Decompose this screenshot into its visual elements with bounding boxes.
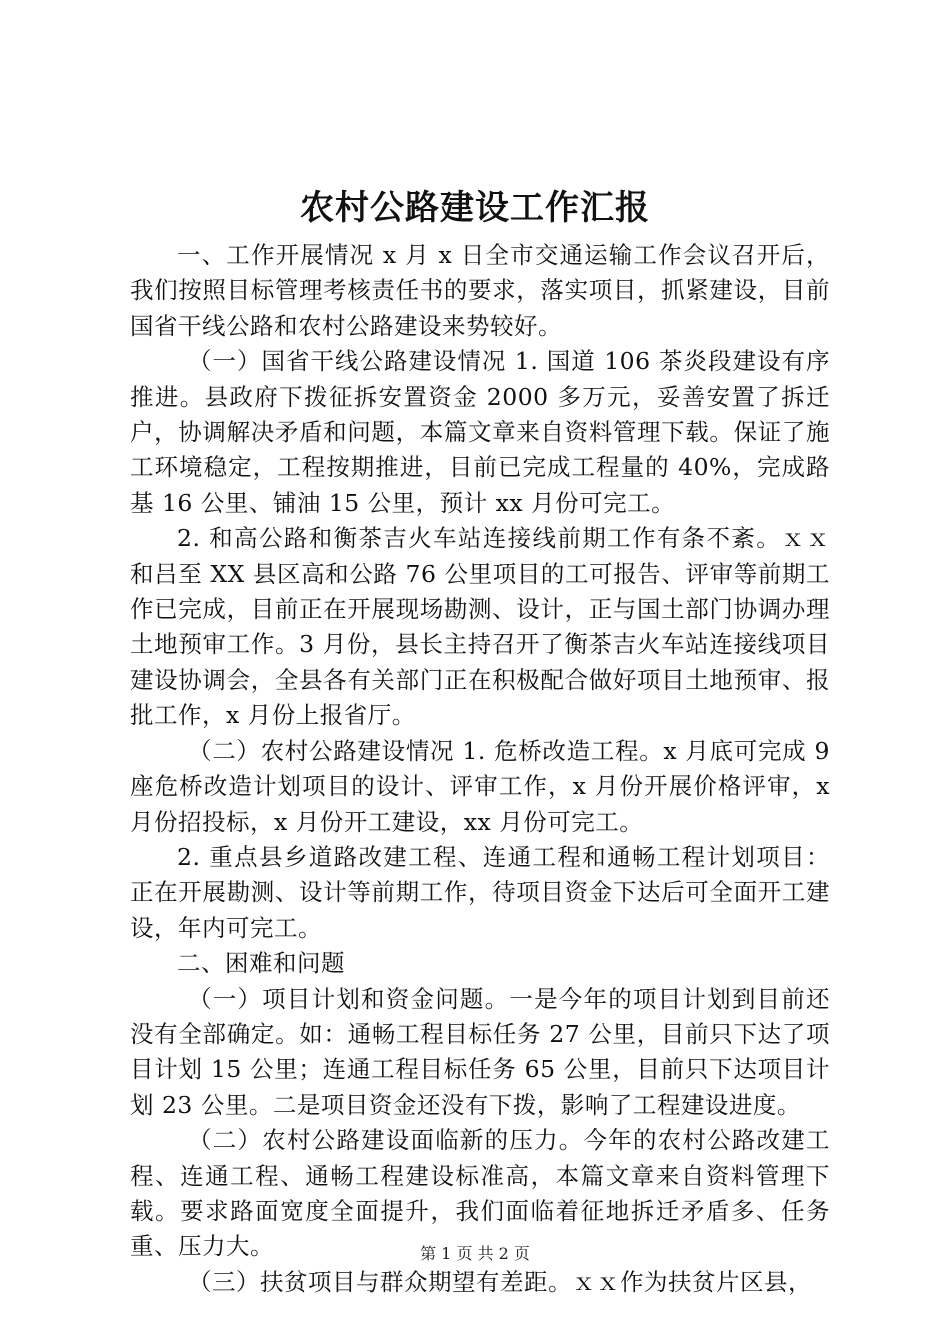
section-heading-difficulties: 二、困难和问题: [177, 949, 345, 978]
paragraph-county-road-projects: 2. 重点县乡道路改建工程、连通工程和通畅工程计划项目：正在开展勘测、设计等前期工作，待项目资金下达后可全面开工建设，年内可完工。: [130, 842, 830, 942]
paragraph-rural-road-construction: （二）农村公路建设情况 1. 危桥改造工程。x 月底可完成 9 座危桥改造计划项目的设计、评审工作，x 月份开展价格评审，x 月份招投标，x 月份开工建设，xx 月份可完工。: [130, 736, 830, 836]
page-number-footer: 第 1 页 共 2 页: [420, 1244, 530, 1263]
paragraph-funding-issues: （一）项目计划和资金问题。一是今年的项目计划到目前还没有全部确定。如：通畅工程目标任务 27 公里，目前只下达了项目计划 15 公里；连通工程目标任务 65 公里，目前只下达项目计划 23 公里。二是项目资金还没有下拨，影响了工程建设进度。: [130, 984, 830, 1119]
paragraph-hegao-road: 2. 和高公路和衡茶吉火车站连接线前期工作有条不紊。ｘｘ和吕至 XX 县区高和公路 76 公里项目的工可报告、评审等前期工作已完成，目前正在开展现场勘测、设计，正与国土部门协调办理土地预审工作。3 月份，县长主持召开了衡茶吉火车站连接线项目建设协调会，全县各有关部门正在积极配合做好项目土地预审、报批工作，x 月份上报省厅。: [130, 524, 830, 730]
paragraph-trunk-road-construction: （一）国省干线公路建设情况 1. 国道 106 茶炎段建设有序推进。县政府下拨征拆安置资金 2000 多万元，妥善安置了拆迁户，协调解决矛盾和问题，本篇文章来自资料管理下载。保证了施工环境稳定，工程按期推进，目前已完成工程量的 40%，完成路基 16 公里、铺油 15 公里，预计 xx 月份可完工。: [130, 347, 830, 517]
document-body: [130, 238, 830, 1300]
document-title: 农村公路建设工作汇报: [300, 188, 650, 228]
paragraph-new-pressure: （二）农村公路建设面临新的压力。今年的农村公路改建工程、连通工程、通畅工程建设标准高，本篇文章来自资料管理下载。要求路面宽度全面提升，我们面临着征地拆迁矛盾多、任务重、压力大。: [130, 1126, 830, 1261]
paragraph-poverty-projects: （三）扶贫项目与群众期望有差距。ｘｘ作为扶贫片区县，: [188, 1267, 812, 1296]
paragraph-work-overview: 一、工作开展情况 x 月 x 日全市交通运输工作会议召开后，我们按照目标管理考核责任书的要求，落实项目，抓紧建设，目前国省干线公路和农村公路建设来势较好。: [130, 241, 830, 340]
